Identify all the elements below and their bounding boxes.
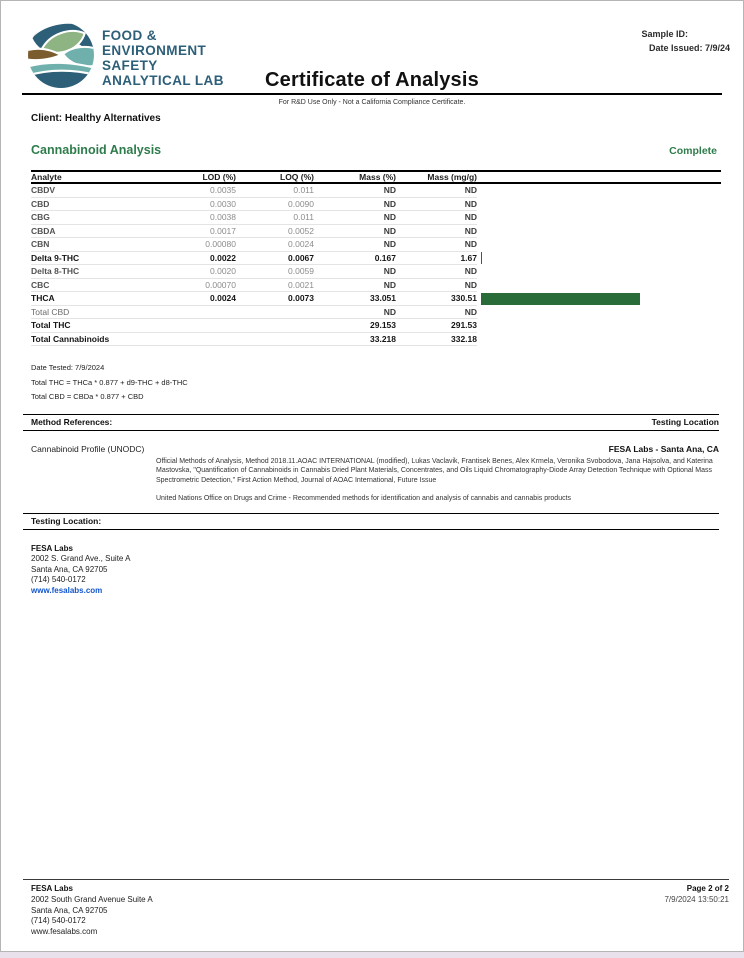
- lod-value: 0.0038: [181, 211, 236, 225]
- lod-value: 0.0020: [181, 265, 236, 279]
- bar-cell: [477, 225, 721, 239]
- footer-lab-name: FESA Labs: [31, 884, 73, 893]
- mass-pct-value: 33.218: [314, 333, 396, 347]
- section-title: Cannabinoid Analysis: [31, 143, 162, 157]
- brand-line: ANALYTICAL LAB: [102, 73, 224, 88]
- analyte-name: Total CBD: [31, 306, 181, 320]
- table-row: [31, 279, 721, 293]
- table-row: [31, 238, 721, 252]
- lod-value: 0.0035: [181, 184, 236, 198]
- method-citation-unodc: United Nations Office on Drugs and Crime - Recommended methods for identification and analysis of cannabis and cannabis products: [156, 495, 572, 502]
- page-footer: [23, 879, 729, 937]
- footer-page-number: Page 2 of 2: [686, 884, 729, 893]
- lod-value: 0.00080: [181, 238, 236, 252]
- loq-value: [236, 319, 314, 333]
- loq-value: [236, 306, 314, 320]
- loq-value: 0.0090: [236, 198, 314, 212]
- date-tested: Date Tested: 7/9/2024: [31, 363, 105, 372]
- mass-pct-value: ND: [314, 265, 396, 279]
- lod-value: 0.0017: [181, 225, 236, 239]
- mass-pct-value: 0.167: [314, 252, 396, 266]
- table-row: [31, 252, 721, 266]
- col-header-loq: LOQ (%): [280, 172, 314, 182]
- mass-mgg-value: ND: [396, 279, 477, 293]
- brand-line: FOOD &: [102, 28, 157, 43]
- footer-timestamp: 7/9/2024 13:50:21: [664, 895, 729, 904]
- bar-cell: [477, 265, 721, 279]
- mass-pct-value: ND: [314, 238, 396, 252]
- analyte-name: CBDV: [31, 184, 181, 198]
- footer-phone: (714) 540-0172: [31, 916, 86, 925]
- mass-pct-value: ND: [314, 279, 396, 293]
- status-badge: Complete: [669, 145, 717, 157]
- method-citation-aoac: Official Methods of Analysis, Method 2018.11.AOAC INTERNATIONAL (modified), Lukas Vaclavik, Frantisek Benes, Alex Krmela, Veronika Svobodova, Jana Hajsolva, and Katerina Mastovska, "Quantification of Cannabinoids in Cannabis Dried Plant Materials, Concentrates, and Oils Liquid Chromatography-Diode Array Detection Technique with Optional Mass Spectrometric Detection," First Action Method, Journal of AOAC International, Future Issue: [156, 457, 713, 484]
- bar-cell: [477, 238, 721, 252]
- footer-address-line: 2002 South Grand Avenue Suite A: [31, 895, 153, 904]
- analyte-name: Total THC: [31, 319, 181, 333]
- footer-right: [664, 884, 729, 904]
- mass-mgg-value: ND: [396, 306, 477, 320]
- lod-value: 0.00070: [181, 279, 236, 293]
- col-header-mass-pct: Mass (%): [359, 172, 396, 182]
- analyte-name: CBD: [31, 198, 181, 212]
- loq-value: 0.0024: [236, 238, 314, 252]
- header-divider: [22, 93, 722, 95]
- table-row: [31, 211, 721, 225]
- table-row: [31, 306, 721, 320]
- col-header-bar: [477, 172, 721, 182]
- method-testing-location: FESA Labs - Santa Ana, CA: [608, 443, 719, 454]
- lab-address-line: Santa Ana, CA 92705: [31, 564, 108, 574]
- table-notes: [31, 361, 713, 405]
- testing-location-header: [23, 513, 719, 530]
- page-edge-strip: [0, 952, 744, 958]
- lod-value: 0.0022: [181, 252, 236, 266]
- date-issued: Date Issued: 7/9/24: [648, 43, 730, 53]
- method-row: [31, 444, 719, 454]
- loq-value: 0.011: [236, 184, 314, 198]
- section-head: [31, 143, 717, 157]
- mass-mgg-value: ND: [396, 198, 477, 212]
- col-header-mass-mgg: Mass (mg/g): [427, 172, 477, 182]
- method-references-label: Method References:: [31, 416, 113, 427]
- lab-phone: (714) 540-0172: [31, 575, 86, 584]
- client-line: Client: Healthy Alternatives: [31, 113, 161, 124]
- mass-pct-value: ND: [314, 211, 396, 225]
- lod-value: [181, 306, 236, 320]
- table-row: [31, 184, 721, 198]
- loq-value: [236, 333, 314, 347]
- mass-pct-value: 29.153: [314, 319, 396, 333]
- lod-value: [181, 319, 236, 333]
- table-row: [31, 319, 721, 333]
- testing-location-label: Testing Location: [651, 416, 719, 427]
- analyte-name: Delta 8-THC: [31, 265, 181, 279]
- mass-mgg-value: 1.67: [396, 252, 477, 266]
- lod-value: 0.0024: [181, 292, 236, 306]
- sample-id-row: [641, 27, 730, 41]
- col-header-lod: LOD (%): [202, 172, 236, 182]
- lab-address-line: 2002 S. Grand Ave., Suite A: [31, 554, 131, 563]
- lod-value: [181, 333, 236, 347]
- bar-cell: [477, 184, 721, 198]
- analyte-name: THCA: [31, 292, 181, 306]
- analyte-name: CBN: [31, 238, 181, 252]
- analyte-name: CBC: [31, 279, 181, 293]
- mass-pct-value: 33.051: [314, 292, 396, 306]
- footer-address-line: Santa Ana, CA 92705: [31, 905, 108, 915]
- analyte-name: Delta 9-THC: [31, 252, 181, 266]
- total-thc-formula: Total THC = THCa * 0.877 + d9-THC + d8-THC: [31, 377, 188, 387]
- method-references-header: [23, 414, 719, 431]
- mass-pct-value: ND: [314, 198, 396, 212]
- sample-id-label: Sample ID:: [641, 29, 688, 39]
- loq-value: 0.0021: [236, 279, 314, 293]
- lab-website-link[interactable]: www.fesalabs.com: [31, 585, 103, 595]
- analyte-name: CBDA: [31, 225, 181, 239]
- analyte-name: CBG: [31, 211, 181, 225]
- bar-cell: [477, 252, 721, 266]
- loq-value: 0.011: [236, 211, 314, 225]
- footer-website-link[interactable]: www.fesalabs.com: [31, 926, 98, 936]
- brand-line: ENVIRONMENT: [102, 43, 207, 58]
- col-header-analyte: Analyte: [31, 172, 62, 182]
- bar-cell: [477, 211, 721, 225]
- mass-mgg-value: ND: [396, 225, 477, 239]
- analyte-name: Total Cannabinoids: [31, 333, 181, 347]
- lab-name: FESA Labs: [31, 543, 73, 553]
- bar-cell: [477, 306, 721, 320]
- table-header-row: [31, 170, 721, 184]
- table-row: [31, 292, 721, 306]
- loq-value: 0.0067: [236, 252, 314, 266]
- mass-pct-value: ND: [314, 184, 396, 198]
- bar-cell: [477, 292, 721, 306]
- bar-cell: [477, 279, 721, 293]
- mass-mgg-value: 332.18: [396, 333, 477, 347]
- bar-cell: [477, 333, 721, 347]
- mass-bar: [481, 252, 482, 264]
- mass-mgg-value: ND: [396, 265, 477, 279]
- table-row: [31, 198, 721, 212]
- mass-mgg-value: ND: [396, 184, 477, 198]
- mass-pct-value: ND: [314, 306, 396, 320]
- lod-value: 0.0030: [181, 198, 236, 212]
- mass-mgg-value: 291.53: [396, 319, 477, 333]
- bar-cell: [477, 319, 721, 333]
- bar-cell: [477, 198, 721, 212]
- table-row: [31, 265, 721, 279]
- method-name: Cannabinoid Profile (UNODC): [31, 443, 145, 454]
- brand-line: SAFETY: [102, 58, 158, 73]
- page-title: Certificate of Analysis: [265, 69, 479, 91]
- cannabinoid-table: [31, 170, 721, 346]
- mass-mgg-value: ND: [396, 211, 477, 225]
- table-row: [31, 333, 721, 347]
- total-cbd-formula: Total CBD = CBDa * 0.877 + CBD: [31, 392, 144, 401]
- testing-location-section-label: Testing Location:: [31, 515, 102, 526]
- disclaimer-text: For R&D Use Only - Not a California Compliance Certificate.: [278, 99, 466, 106]
- mass-bar: [481, 293, 640, 305]
- header-meta: [641, 27, 730, 55]
- loq-value: 0.0073: [236, 292, 314, 306]
- table-row: [31, 225, 721, 239]
- testing-location-block: [31, 544, 713, 597]
- mass-mgg-value: 330.51: [396, 292, 477, 306]
- mass-mgg-value: ND: [396, 238, 477, 252]
- mass-pct-value: ND: [314, 225, 396, 239]
- loq-value: 0.0052: [236, 225, 314, 239]
- loq-value: 0.0059: [236, 265, 314, 279]
- header: [1, 1, 743, 93]
